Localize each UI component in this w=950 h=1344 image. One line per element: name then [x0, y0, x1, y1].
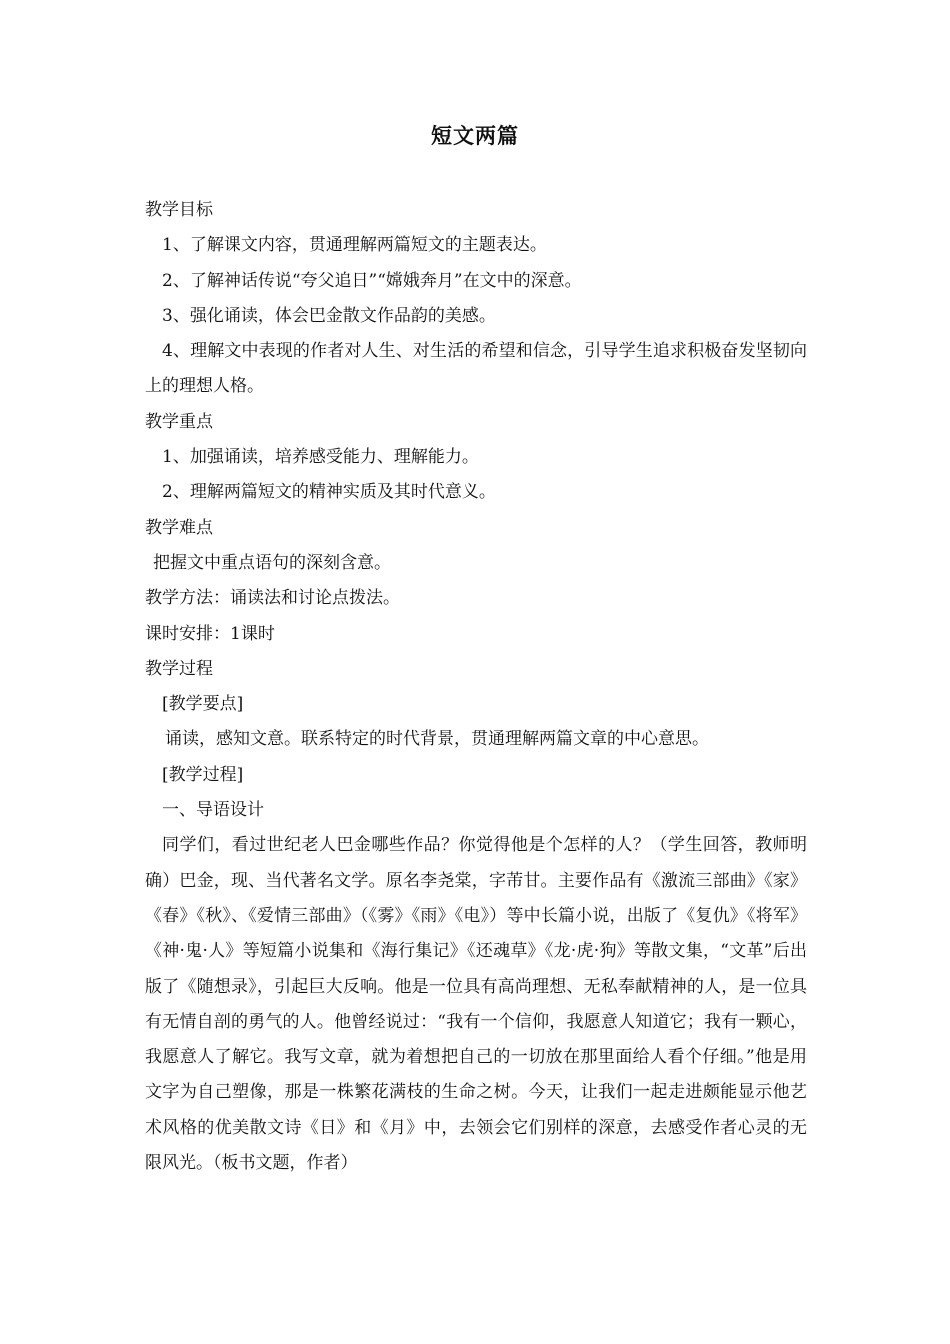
key-points-label: [教学要点]	[162, 694, 244, 715]
key-points-text: 诵读，感知文意。联系特定的时代背景，贯通理解两篇文章的中心意思。	[165, 729, 709, 750]
goal-item-1: 1、了解课文内容，贯通理解两篇短文的主题表达。	[162, 235, 547, 256]
goal-item-3: 3、强化诵读，体会巴金散文作品韵的美感。	[162, 305, 496, 326]
focus-item-2: 2、理解两篇短文的精神实质及其时代意义。	[162, 482, 496, 503]
difficulty-text: 把握文中重点语句的深刻含意。	[153, 552, 391, 573]
goal-item-4: 4、理解文中表现的作者对人生、对生活的希望和信念，引导学生追求积极奋发坚韧向上的理想人格。	[145, 341, 807, 397]
process-label: [教学过程]	[162, 764, 244, 785]
process-heading: 教学过程	[145, 658, 213, 679]
difficulty-heading: 教学难点	[145, 517, 213, 538]
focus-heading: 教学重点	[145, 411, 213, 432]
method-text: 教学方法：诵读法和讨论点拨法。	[145, 588, 400, 609]
focus-item-1: 1、加强诵读，培养感受能力、理解能力。	[162, 447, 479, 468]
goal-item-2: 2、了解神话传说“夸父追日”“嫦娥奔月”在文中的深意。	[162, 270, 582, 291]
intro-paragraph: 同学们，看过世纪老人巴金哪些作品？你觉得他是个怎样的人？（学生回答，教师明确）巴金，现、当代著名文学。原名李尧棠，字芾甘。主要作品有《激流三部曲》《家》《春》《秋》、《爱情三部曲》（《雾》《雨》《电》）等中长篇小说，出版了《复仇》《将军》《神·鬼·人》等短篇小说集和《海行集记》《还魂草》《龙·虎·狗》等散文集，“文革”后出版了《随想录》，引起巨大反响。他是一位具有高尚理想、无私奉献精神的人，是一位具有无情自剖的勇气的人。他曾经说过：“我有一个信仰，我愿意人知道它；我有一颗心，我愿意人了解它。我写文章，就为着想把自己的一切放在那里面给人看个仔细。”他是用文字为自己塑像，那是一株繁花满枝的生命之树。今天，让我们一起走进颇能显示他艺术风格的优美散文诗《日》和《月》中，去领会它们别样的深意，去感受作者心灵的无限风光。（板书文题，作者）	[145, 835, 807, 1174]
goals-heading: 教学目标	[145, 200, 213, 220]
document-title: 短文两篇	[431, 123, 519, 148]
intro-heading: 一、导语设计	[162, 800, 264, 821]
schedule-text: 课时安排：1课时	[145, 623, 275, 644]
document-body	[145, 193, 807, 1181]
